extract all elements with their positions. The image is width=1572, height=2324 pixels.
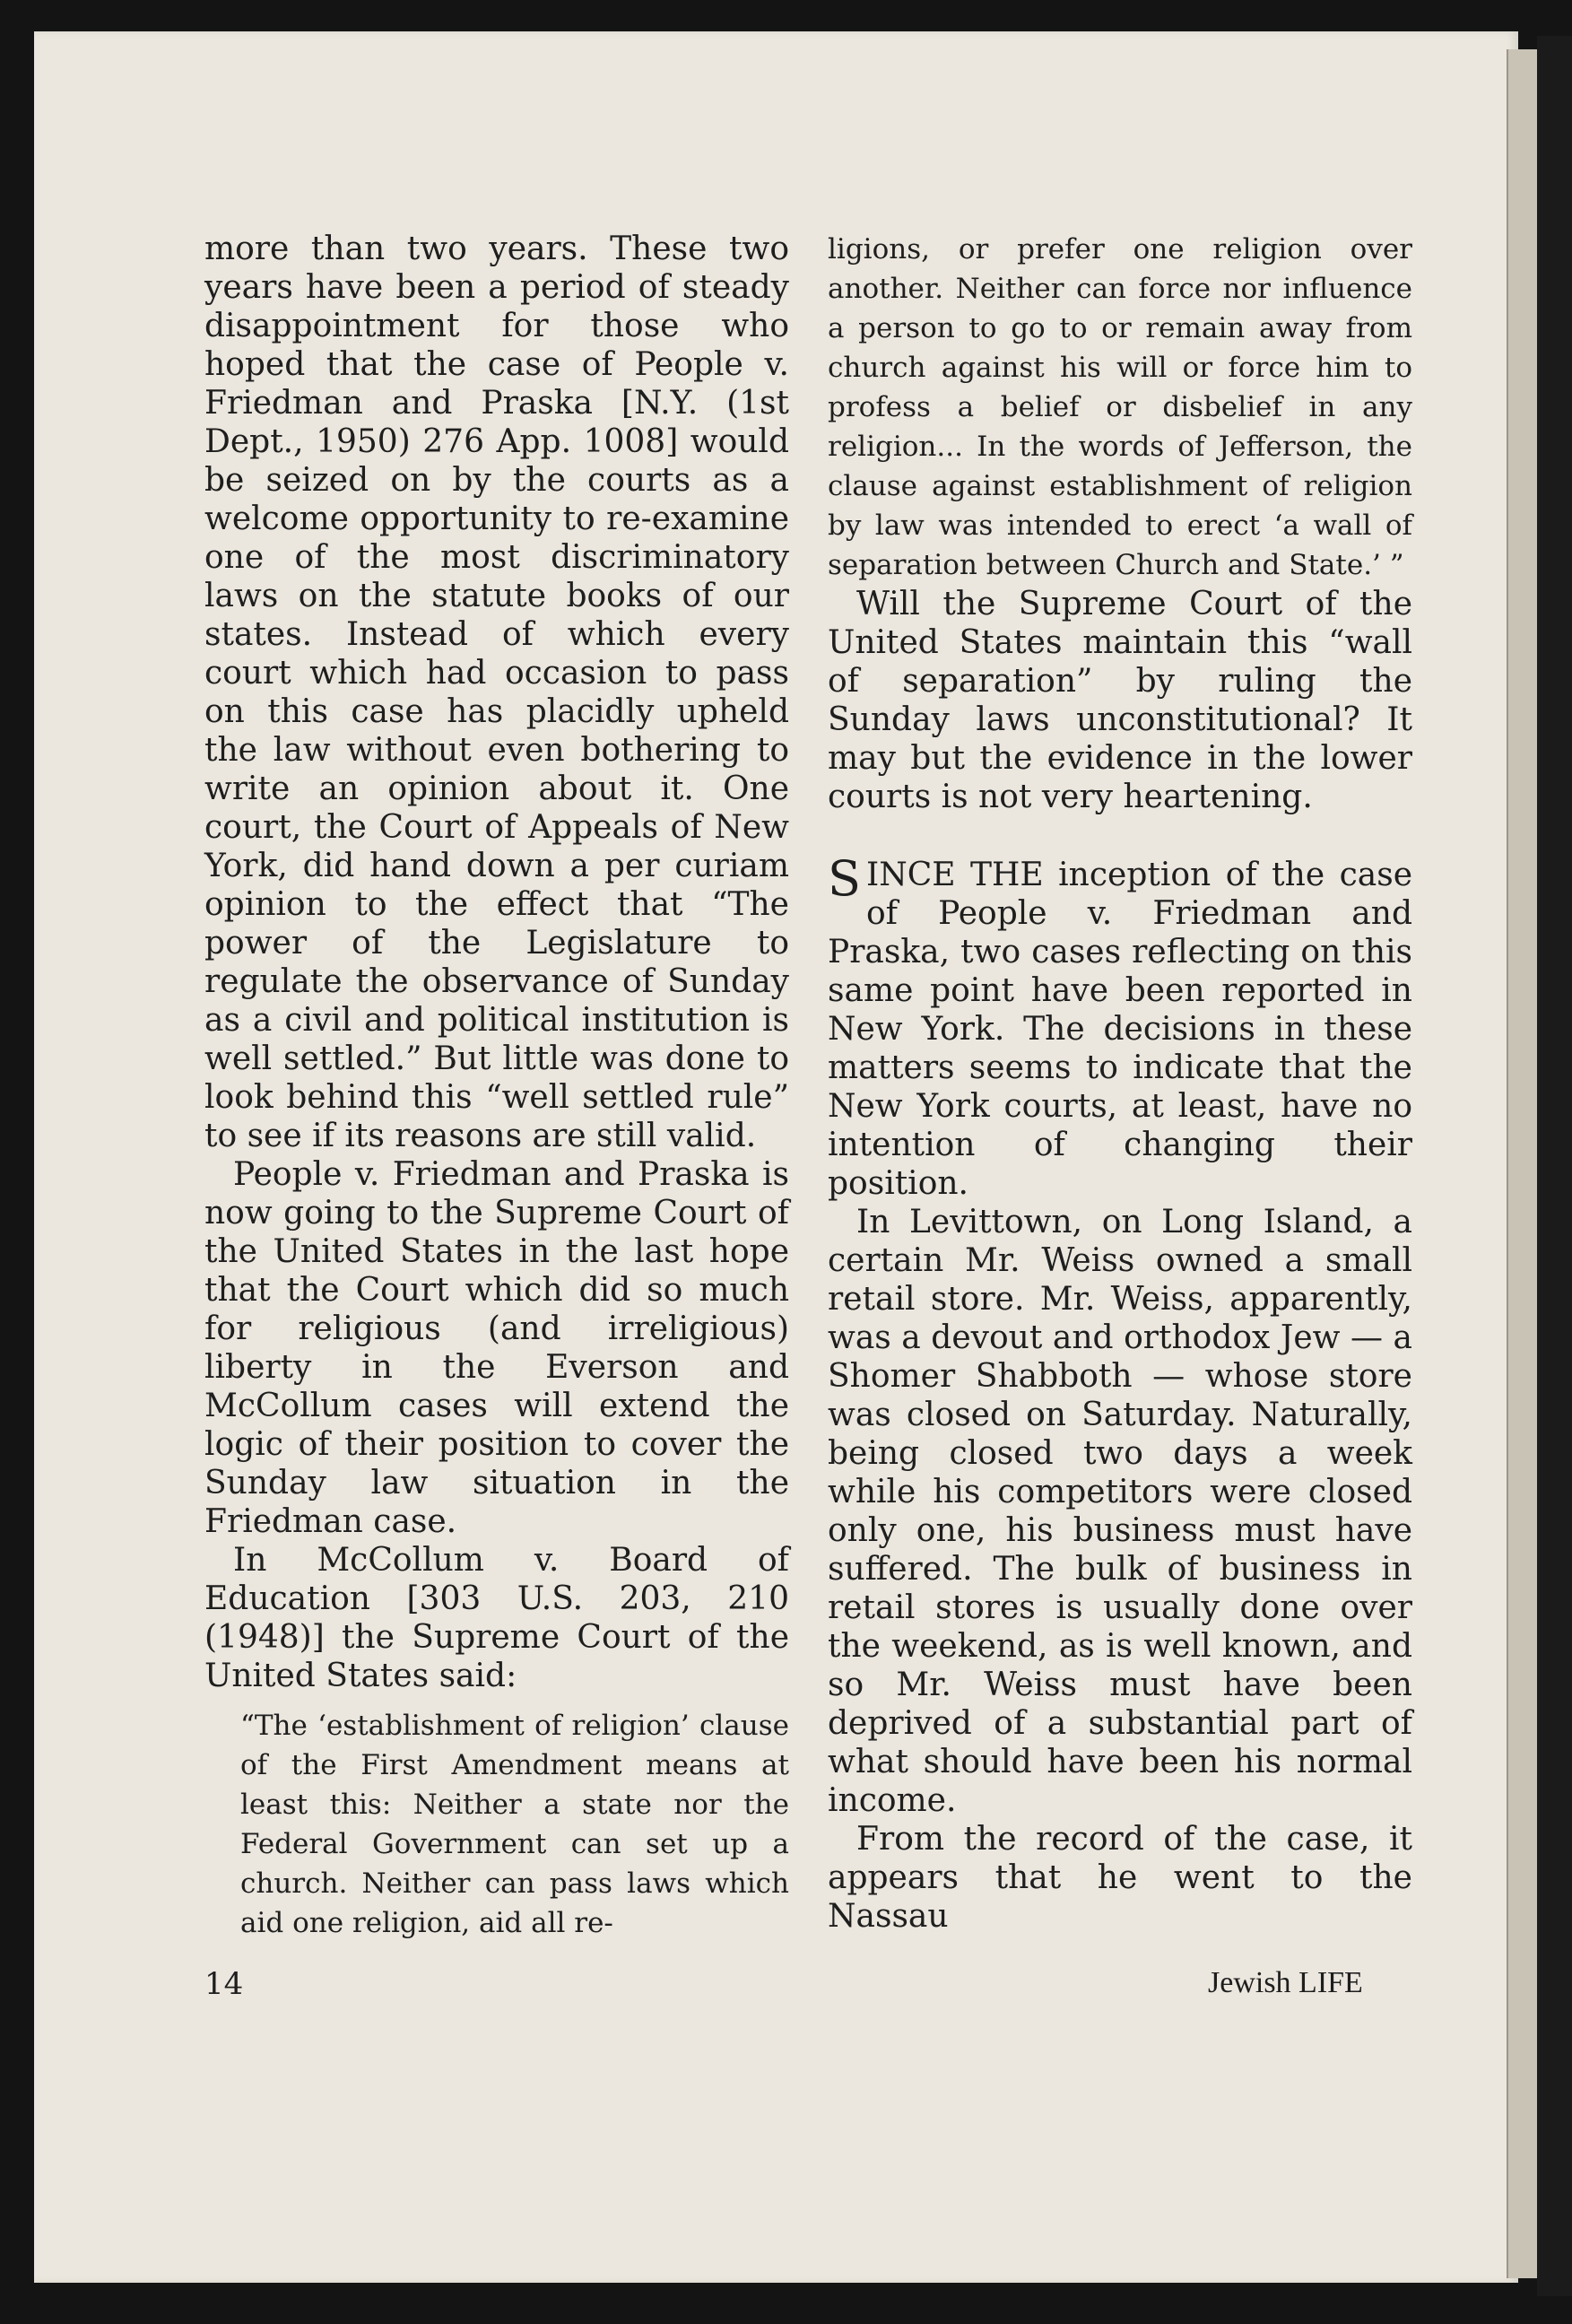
scan-background [1537, 36, 1572, 2296]
paragraph: more than two years. These two years have been a period of steady disappointment for those who hoped that the case of People v. Friedman and Praska [N.Y. (1st Dept., 1950) 276 App. 1008] would be seized on by the courts as a welcome opportunity to re-examine one of the most discriminatory laws on the statute books of our states. Instead of which every court which had occasion to pass on this case has placidly upheld the law without even bothering to write an opinion about it. One court, the Court of Appeals of New York, did hand down a per curiam opinion to the effect that “The power of the Legislature to regulate the observance of Sunday as a civil and political institution is well settled.” But little was done to look behind this “well settled rule” to see if its reasons are still valid. [204, 231, 789, 1154]
paragraph: People v. Friedman and Praska is now going to the Supreme Court of the United States in the last hope that the Court which did so much for religious (and irreligious) liberty in the Everson and McCollum cases will extend the logic of their position to cover the Sunday law situation in the Friedman case. [204, 1156, 789, 1540]
block-quote-continued: ligions, or prefer one religion over another. Neither can force nor influence a person to go to or remain away from church against his will or force him to profess a belief or disbelief in any religion... In the words of Jefferson, the clause against establishment of religion by law was intended to erect ‘a wall of separation between Church and State.’ ” [828, 233, 1412, 581]
section-break [828, 816, 1412, 856]
paragraph: In Levittown, on Long Island, a certain Mr. Weiss owned a small retail store. Mr. Weiss, apparently, was a devout and orthodox Jew — a Shomer Shabboth — whose store was closed on Saturday. Naturally, being closed two days a week while his competitors were closed only one, his business must have suffered. The bulk of business in retail stores is usually done over the weekend, as is well known, and so Mr. Weiss must have been deprived of a substantial part of what should have been his normal income. [828, 1204, 1412, 1819]
paragraph: From the record of the case, it appears that he went to the Nassau [828, 1821, 1412, 1935]
page-number: 14 [204, 1966, 244, 2002]
paragraph: Will the Supreme Court of the United States maintain this “wall of separation” by ruling the Sunday laws unconstitutional? It may but the evidence in the lower courts is not very heartening. [828, 586, 1412, 815]
block-quote: “The ‘establishment of religion’ clause of the First Amendment means at least this: Neither a state nor the Federal Government can set up a church. Neither can pass laws which aid one religion, aid all re- [240, 1710, 789, 1939]
paragraph-with-dropcap [828, 850, 1412, 1203]
binding-edge [1507, 49, 1539, 2278]
drop-cap: S [828, 850, 861, 907]
publication-title: Jewish LIFE [1208, 1966, 1363, 1999]
paragraph: In McCollum v. Board of Education [303 U.S. 203, 210 (1948)] the Supreme Court of the United States said: [204, 1542, 789, 1694]
paragraph-text: INCE THE inception of the case of People v. Friedman and Praska, two cases reflecting on this same point have been reported in New York. The decisions in these matters seems to indicate that the New York courts, at least, have no intention of changing their position. [828, 857, 1412, 1202]
left-column [204, 230, 789, 1943]
right-column [828, 230, 1412, 1936]
